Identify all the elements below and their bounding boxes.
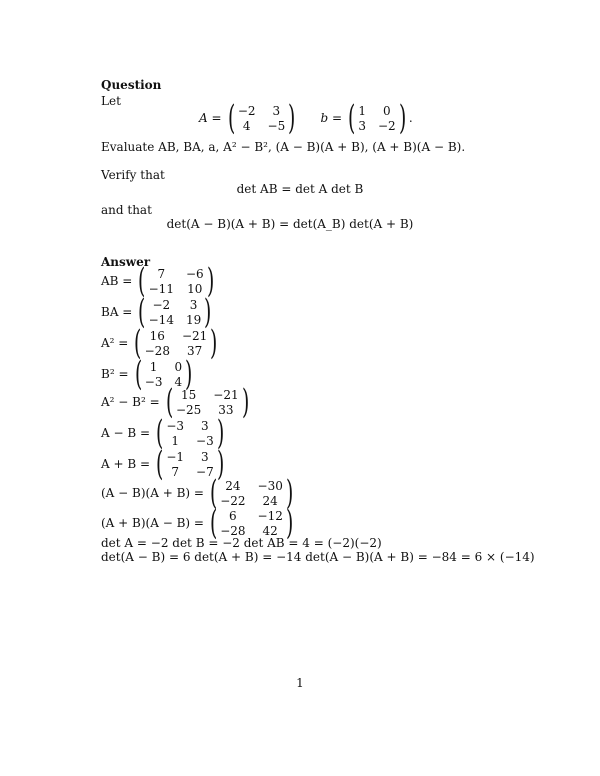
- determinant-line-1: det A = −2 det B = −2 det AB = 4 = (−2)(−2): [101, 536, 382, 550]
- evaluate-instruction: Evaluate AB, BA, a, A² − B², (A − B)(A + B), (A + B)(A − B).: [101, 140, 466, 154]
- question-let: Let: [101, 94, 121, 108]
- answer-heading: Answer: [101, 255, 151, 269]
- matrix-cell: 4: [174, 374, 183, 389]
- answer-row-A-minus-B: A − B = ( −3 3 1 −3 ): [101, 413, 224, 453]
- row-lhs: A − B =: [101, 426, 151, 440]
- matrix-cell: −21: [213, 387, 239, 402]
- row-lhs: A + B =: [101, 457, 151, 471]
- answer-row-BA: BA = ( −2 3 −14 19 ): [101, 292, 212, 332]
- matrix-cell: 7: [157, 266, 166, 281]
- matrix-cell: −12: [257, 508, 283, 523]
- matrix-cell: 15: [180, 387, 197, 402]
- matrix-cell: −22: [220, 493, 246, 508]
- page-number: 1: [296, 676, 304, 690]
- answer-row-A2: A² = ( 16 −21 −28 37 ): [101, 323, 218, 363]
- answer-row-A-plus-B: A + B = ( −1 3 7 −7 ): [101, 444, 224, 484]
- matrix-cell: 3: [201, 418, 209, 433]
- matrix-cell: −28: [220, 523, 246, 538]
- matrix-cell: −1: [166, 449, 185, 464]
- matrix-cell: 33: [218, 402, 234, 417]
- matrix-cell: −3: [196, 433, 214, 448]
- matrix-cell: −6: [185, 266, 204, 281]
- row-lhs: (A + B)(A − B) =: [101, 516, 204, 530]
- matrix-cell: 3: [358, 118, 366, 133]
- answer-row-AmB-ApB: (A − B)(A + B) = ( 24 −30 −22 24 ): [101, 473, 294, 513]
- matrix-A: ( −2 3 4 −5 ): [227, 98, 296, 138]
- matrix-cell: 3: [272, 103, 281, 118]
- matrix-cell: −2: [152, 297, 171, 312]
- matrix-cell: −3: [144, 374, 163, 389]
- verify-text: Verify that: [101, 168, 165, 182]
- matrix-b: ( 1 0 3 −2 ): [348, 98, 406, 138]
- answer-row-ApB-AmB: (A + B)(A − B) = ( 6 −12 −28 42 ): [101, 503, 294, 543]
- question-heading: Question: [101, 78, 162, 92]
- matrix-cell: −2: [237, 103, 256, 118]
- matrix-cell: −25: [175, 402, 202, 417]
- matA-lhs: A =: [199, 111, 222, 125]
- matrix-cell: −5: [267, 118, 286, 133]
- matb-lhs: b =: [320, 111, 343, 125]
- row-lhs: (A − B)(A + B) =: [101, 486, 204, 500]
- matrix-cell: 0: [382, 103, 391, 118]
- matrix-cell: 24: [225, 478, 241, 493]
- matrix-cell: −7: [196, 464, 214, 479]
- period: .: [408, 111, 413, 125]
- matrix-cell: −21: [181, 328, 208, 343]
- matrix-cell: 19: [185, 312, 202, 327]
- matrix-cell: 6: [229, 508, 237, 523]
- equation-2: det(A − B)(A + B) = det(A_B) det(A + B): [166, 217, 414, 231]
- row-lhs: BA =: [101, 305, 133, 319]
- row-lhs: B² =: [101, 367, 129, 381]
- matrix-cell: 24: [262, 493, 278, 508]
- matrix-cell: 10: [187, 281, 203, 296]
- matrix-cell: −28: [144, 343, 170, 358]
- and-that-text: and that: [101, 203, 152, 217]
- matrix-cell: 7: [171, 464, 179, 479]
- matrix-cell: 42: [262, 523, 278, 538]
- matrix-cell: 1: [171, 433, 179, 448]
- answer-row-AB: AB = ( 7 −6 −11 10 ): [101, 261, 214, 301]
- matrix-cell: 37: [186, 343, 203, 358]
- matrix-cell: −14: [148, 312, 174, 327]
- determinant-line-2: det(A − B) = 6 det(A + B) = −14 det(A − B)(A + B) = −84 = 6 × (−14): [101, 550, 535, 564]
- row-lhs: AB =: [101, 274, 133, 288]
- matrix-cell: 4: [242, 118, 251, 133]
- definition-A-b: [199, 100, 413, 136]
- answer-row-A2-minus-B2: A² − B² = ( 15 −21 −25 33 ): [101, 382, 249, 422]
- answer-row-B2: B² = ( 1 0 −3 4 ): [101, 354, 193, 394]
- matrix-cell: 16: [149, 328, 165, 343]
- matrix-cell: 0: [174, 359, 183, 374]
- matrix-cell: 1: [149, 359, 158, 374]
- row-lhs: A² =: [101, 336, 129, 350]
- equation-1: det AB = det A det B: [236, 182, 364, 196]
- row-lhs: A² − B² =: [101, 395, 160, 409]
- matrix-cell: 3: [201, 449, 209, 464]
- matrix-cell: −11: [148, 281, 174, 296]
- matrix-cell: −3: [166, 418, 185, 433]
- matrix-cell: −2: [377, 118, 396, 133]
- matrix-cell: 3: [189, 297, 198, 312]
- matrix-cell: 1: [358, 103, 366, 118]
- matrix-cell: −30: [257, 478, 283, 493]
